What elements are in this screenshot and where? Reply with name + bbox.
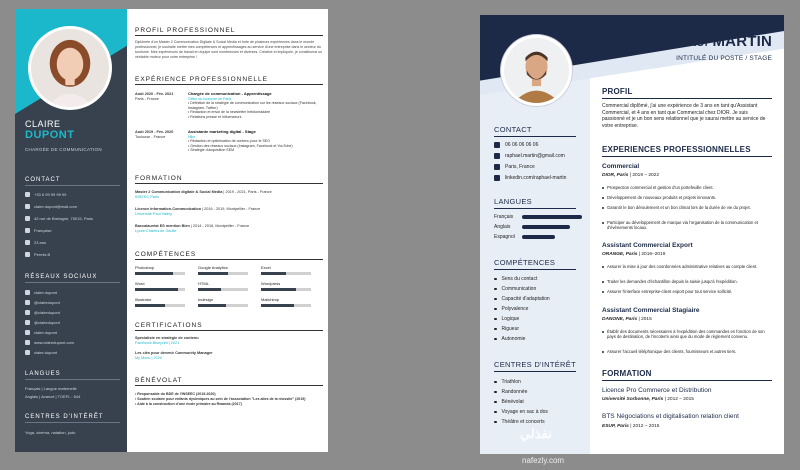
cv1-contact-title: CONTACT xyxy=(25,177,120,186)
twitter-icon xyxy=(25,300,30,305)
cv1-exp2: Assistante marketing digital - Stage Nike • Rédaction et optimisation de contenu pour le SEO • Gestion des réseaux sociaux (Instagram, Facebook et YouTube) • Stratégie d'acquisition SEM xyxy=(188,129,293,153)
watermark-arabic: نفذلي xyxy=(520,426,552,441)
cv1-social-linkedin: claire.dupont xyxy=(25,290,57,295)
cv2-job-title: INTITULÉ DU POSTE / STAGE xyxy=(676,55,772,62)
cv2-exp2-bullet: Traiter les demandes d'échantillon depuis la saisie jusqu'à l'expédition. xyxy=(607,279,772,284)
cv1-langue-2: Anglais | Avancé | TOEFL : 644 xyxy=(25,394,81,399)
cv1-skill-photoshop: Photoshop xyxy=(135,265,185,275)
cv1-social-tiktok: @clairedupont xyxy=(25,320,60,325)
cv2-exp1-title: Commercial xyxy=(602,163,640,170)
pinterest-icon xyxy=(25,350,30,355)
facebook-icon xyxy=(25,330,30,335)
cv2-exp2-bullet: Assurer l'interface entreprise-client export pour tout service sollicité. xyxy=(607,289,772,294)
cv2-exp-title: EXPERIENCES PROFESSIONNELLES xyxy=(602,145,772,157)
cv2-exp1-bullet: Développement de nouveaux produits et projets innovants. xyxy=(607,195,772,200)
cv-raphael-martin xyxy=(480,15,784,454)
cv1-subtitle: CHARGÉE DE COMMUNICATION xyxy=(25,147,102,152)
cv2-lang-espagnol-bar xyxy=(522,235,555,239)
cv1-social-title: RÉSEAUX SOCIAUX xyxy=(25,274,120,283)
cv2-competence: Sens du contact xyxy=(494,276,537,282)
cv1-social-website: www.clairedupont.com xyxy=(25,340,74,345)
cv2-exp2-bullet: Assurer la mise à jour des coordonnées administrative relatives au compte client. xyxy=(607,264,772,269)
cv2-formation2-school: ESUP, Paris | 2012 – 2015 xyxy=(602,424,660,429)
cv2-competence: Logique xyxy=(494,316,519,322)
cv1-skill-mailchimp: Mailchimp xyxy=(261,297,311,307)
cv1-license: Permis B xyxy=(25,252,50,257)
cv1-skill-illustrator: Illustrator xyxy=(135,297,185,307)
cv2-competence: Polyvalence xyxy=(494,306,528,312)
cv1-profil-title: PROFIL PROFESSIONNEL xyxy=(135,27,323,36)
cv1-social-pinterest: claire.dupont xyxy=(25,350,57,355)
cv1-skill-wordpress: Wordpress xyxy=(261,281,311,291)
cv2-langues-title: LANGUES xyxy=(494,197,576,209)
cv2-phone: 06 06 06 06 06 xyxy=(494,142,538,148)
cv1-cert-1: Spécialiste en stratégie de contenu Facebook Blueprint | 2021 xyxy=(135,336,199,345)
cv1-exp1: Chargée de communication - Apprentissage Office du tourisme de Paris • Définition de la stratégie de communication sur les réseaux sociaux (Facebook, Instagram, Twitter) • Rédaction et envoi de la newsletter hebdomadaire • Relations presse et influenceurs xyxy=(188,91,317,119)
cv1-langue-1: Français | Langue maternelle xyxy=(25,386,77,391)
tiktok-icon xyxy=(25,320,30,325)
cv2-exp3-title: Assistant Commercial Stagiaire xyxy=(602,307,700,314)
cv1-first-name: CLAIRE xyxy=(25,119,61,129)
cv1-skill-html: HTML xyxy=(198,281,248,291)
cv2-lang-espagnol: Espagnol xyxy=(494,234,584,240)
location-icon xyxy=(25,216,30,221)
cv1-email: claire.dupont@mail.com xyxy=(25,204,77,209)
cv2-interet: Randonnée xyxy=(494,389,527,395)
linkedin-icon xyxy=(25,290,30,295)
cv2-competence: Communication xyxy=(494,286,536,292)
cv2-linkedin: linkedin.com/raphael-martin xyxy=(494,175,566,181)
cv1-competences-title: COMPÉTENCES xyxy=(135,251,323,260)
cv2-exp3-company: DANONE, Paris | 2015 xyxy=(602,317,652,322)
cv1-skill-google-analytics: Google Analytics xyxy=(198,265,248,275)
cv2-interet: Bénévolat xyxy=(494,399,524,405)
cv2-lang-francais: Français xyxy=(494,214,584,220)
cv2-location: Paris, France xyxy=(494,164,535,170)
cv1-phone: +33 6 99 99 99 99 xyxy=(25,192,66,197)
watermark-url: nafezly.com xyxy=(522,456,565,465)
cv2-competence: Capacité d'adaptation xyxy=(494,296,550,302)
cv2-exp2-company: ORANGE, Paris | 2016–2019 xyxy=(602,252,666,257)
cv2-name: Raphaël MARTIN xyxy=(650,33,772,50)
cv2-exp1-bullet: Participer au développement de marque via l'organisation de la communication et d'événements locaux. xyxy=(607,220,772,230)
phone-icon xyxy=(25,192,30,197)
cv1-benevolat-title: BÉNÉVOLAT xyxy=(135,377,323,386)
cv1-nationality: Française xyxy=(25,228,52,233)
cv2-exp1-bullet: Garantir le bon déroulement et un bon climat lors de la durée de vie du projet. xyxy=(607,205,772,210)
cv1-social-facebook: claire.dupont xyxy=(25,330,57,335)
cv2-profil-text: Commercial diplômé, j'ai une expérience de 3 ans en tant qu'Assistant Commercial, et 4 ans en tant que Commercial chez DIOR. Je suis passionné et je un bon sens relationnel que je saurai mettre au service de votre entreprise. xyxy=(602,103,766,129)
cv1-cert-title: CERTIFICATIONS xyxy=(135,322,323,331)
cv2-exp1-company: DIOR, Paris | 2019 – 2022 xyxy=(602,173,659,178)
cv2-formation2-title: BTS Négociations et digitalisation relation client xyxy=(602,413,739,420)
cv1-cert-2: Les clés pour devenir Community Manager My Mooc | 2020 xyxy=(135,351,213,360)
instagram-icon xyxy=(25,310,30,315)
cv1-exp2-date: Août 2019 - Fév. 2020 Toulouse - France xyxy=(135,130,174,139)
cv1-last-name: DUPONT xyxy=(25,129,75,141)
cv2-exp1-bullet: Prospection commercial et gestion d'un portefeuille client. xyxy=(607,185,772,190)
cv1-benevolat-list: • Responsable du BDE de l'INSEEC (2019-2020) • Soutien scolaire pour enfants dyslexiques au sein de l'association "Les ailes de la réussite" (2019) • Aide à la construction d'une école primaire au Rwanda (2017) xyxy=(135,392,306,407)
cv1-address: 42 rue de Bretagne, 75015, Paris xyxy=(25,216,93,221)
cv1-exp1-date: Août 2020 - Fév. 2021 Paris - France xyxy=(135,92,174,101)
linkedin-icon xyxy=(494,175,500,181)
cv2-competence: Autonomie xyxy=(494,336,525,342)
cv2-formation-title: FORMATION xyxy=(602,369,772,381)
cv1-main xyxy=(132,9,326,452)
mail-icon xyxy=(494,153,500,159)
cv2-profile-photo xyxy=(501,35,572,106)
cv2-exp3-bullet: Assurer l'accueil téléphonique des clients, fournisseurs et autres tiers. xyxy=(607,349,772,354)
cv2-lang-francais-bar xyxy=(522,215,582,219)
flag-icon xyxy=(25,228,30,233)
mail-icon xyxy=(25,204,30,209)
cv1-profile-photo xyxy=(28,26,112,110)
cv2-exp3-bullet: Établir des documents nécessaires à l'expédition des commandes en fonction de son pays de destination, de l'incoterm ainsi que du mode de règlement convenu. xyxy=(607,329,772,339)
cv2-contact-title: CONTACT xyxy=(494,125,576,137)
cv2-competences-title: COMPÉTENCES xyxy=(494,258,576,270)
cv1-skill-indesign: Indesign xyxy=(198,297,248,307)
cv1-exp-title: EXPÉRIENCE PROFESSIONNELLE xyxy=(135,76,323,85)
location-icon xyxy=(494,164,500,170)
cv1-social-twitter: @clairedupont xyxy=(25,300,60,305)
cv2-formation1-title: Licence Pro Commerce et Distribution xyxy=(602,387,712,394)
cv1-profil-text: Diplômée d'un Master 2 Communication Digitale & Social Media et forte de plusieurs expériences dans le monde professionnel, je souhaite mettre mes compétences et apprentissages au service d'une entreprise dans le secteur du tourisme. Mes expériences de travail en équipe sont nombreuses et diverses. Créative et impliquée, je constituerai un véritable moteur pour votre entreprise ! xyxy=(135,40,323,59)
cv2-interets-title: CENTRES D'INTÉRÊT xyxy=(494,360,576,372)
cv2-interet: Triathlon xyxy=(494,379,521,385)
cv2-formation1-school: Université Sorbonne, Paris | 2012 – 2015 xyxy=(602,397,694,402)
cv2-profil-title: PROFIL xyxy=(602,87,772,99)
cv1-formation-3: Baccalauréat ES mention Bien | 2014 - 2016, Montpellier - France Lycée Charles de Gaulle xyxy=(135,224,250,233)
cv1-langues-title: LANGUES xyxy=(25,371,120,380)
cv2-email: raphael.martin@gmail.com xyxy=(494,153,565,159)
globe-icon xyxy=(25,340,30,345)
phone-icon xyxy=(494,142,500,148)
cv1-age: 23 ans xyxy=(25,240,46,245)
cv2-exp2-title: Assistant Commercial Export xyxy=(602,242,693,249)
cv1-formation-1: Master 2 Communication digitale & Social Media | 2019 - 2021, Paris - France INSEEC Paris xyxy=(135,190,272,199)
car-icon xyxy=(25,252,30,257)
cv1-formation-title: FORMATION xyxy=(135,175,323,184)
cv2-interet: Théâtre et concerts xyxy=(494,419,545,425)
calendar-icon xyxy=(25,240,30,245)
cv1-skill-word: Word xyxy=(135,281,185,291)
cv-claire-dupont xyxy=(15,9,328,452)
cv2-competence: Rigueur xyxy=(494,326,519,332)
cv1-sidebar xyxy=(15,9,127,452)
cv1-interets-title: CENTRES D'INTÉRÊT xyxy=(25,414,120,423)
cv2-lang-anglais: Anglais xyxy=(494,224,584,230)
cv2-interet: Voyage en sac à dos xyxy=(494,409,548,415)
cv1-formation-2: Licence Information-Communication | 2016 - 2019, Montpellier - France Université Paul Valéry xyxy=(135,207,261,216)
cv1-social-instagram: @clairedupont xyxy=(25,310,60,315)
cv1-skill-excel: Excel xyxy=(261,265,311,275)
cv1-interets: Yoga, cinéma, natation, judo xyxy=(25,430,76,435)
cv2-lang-anglais-bar xyxy=(522,225,570,229)
